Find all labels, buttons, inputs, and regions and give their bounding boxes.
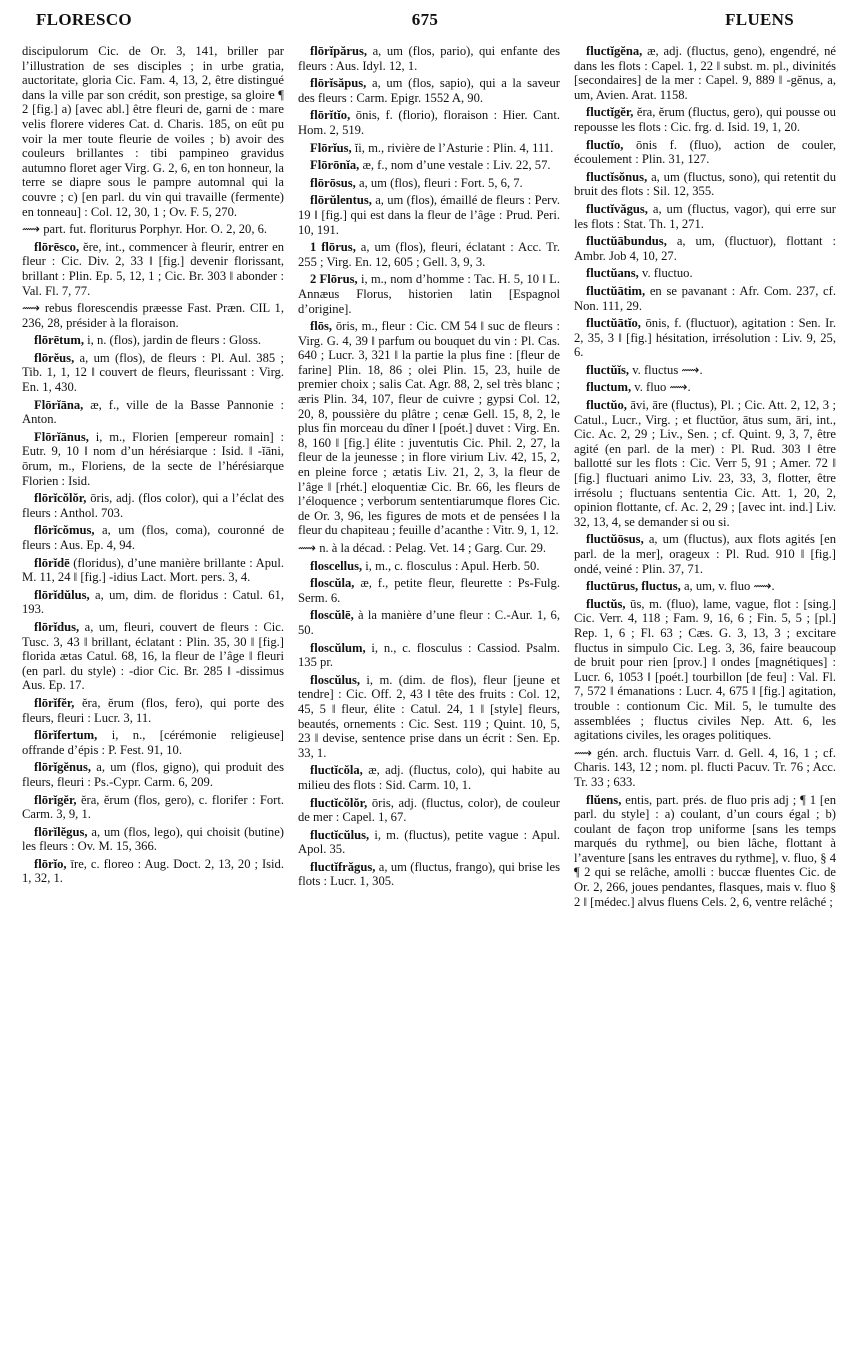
entry-definition: ōris, m., fleur : Cic. CM 54 ‖ suc de fleurs : Virg. G. 4, 39 ‖ parfum ou bouquet du vin : Pl. Cas. 640 ; Lucr. 3, 321 ‖ la partie la plus fine : [fleur de farine] Plin. 18, 86 ; olei Plin. 15, 23, huile de premier choix ; salis Cat. Agr. 88, 2, sel très blanc ; æris Plin. 34, 107, fleur de cuivre ; gypsi Col. 12, 20, 8, poussière du plâtre ; cenæ Gell. 15, 8, 2, le plus fin morceau du dîner ‖ [poét.] duvet : Virg. En. 8, 160 ‖ [fig.] élite : juventutis Cic. Phil. 2, 27, la fleur de la jeunesse ; in flore virium Liv. 42, 15, 2, en pleine force ; ætatis Liv. 21, 2, 3, la fleur de l’âge ‖ [rhét.] eloquentiæ Cic. Br. 66, les fleurs de l’éloquence ; verborum sententiarumque flores Cic. de Or. 3, 96, les figures de mots et de pensées ‖ la fleur du chapiteau ; feuille d’acanthe : Vitr. 9, 1, 12. xyxy=(298,319,560,538)
entry-definition: a, um (fluctus, vagor), qui erre sur les flots : Stat. Th. 1, 271. xyxy=(574,201,836,231)
entry-headword: flōrĭgĕr, xyxy=(34,792,77,807)
dictionary-entry xyxy=(298,176,560,191)
dictionary-entry xyxy=(574,138,836,167)
page-header xyxy=(0,10,850,36)
entry-headword: flōrĭcŏmus, xyxy=(34,523,95,538)
entry-headword: flōrĭcŏlŏr, xyxy=(34,491,87,506)
dictionary-entry xyxy=(22,825,284,854)
entry-definition: entis, part. prés. de fluo pris adj ; ¶ 1 [en parl. du style] : a) coulant, d’un cours égal ; b) coulant de façon trop uniforme [sans les temps marqués du rythme], ou bien lâche, flottant à l’aventure [sans les entraves du rythme], v. fluo, § 4 ¶ 2 qui se relâche, amolli : buccæ fluentes Cic. de Or. 2, 266, joues pendantes, flasques, mais v. fluo § 2 ‖ [médec.] alvus fluens Cels. 2, 6, ventre relâché ; xyxy=(574,792,836,909)
dictionary-entry xyxy=(298,796,560,825)
entry-definition: v. fluo ⟿. xyxy=(634,380,691,395)
entry-definition: ōris, adj. (flos color), qui a l’éclat des fleurs : Anthol. 703. xyxy=(22,491,284,520)
entry-definition: i, m., nom d’homme : Tac. H. 5, 10 ‖ L. Annæus Florus, historien latin [Espagnol d’origine]. xyxy=(298,272,560,316)
entry-definition: ōnis, f. (florio), floraison : Hier. Cant. Hom. 2, 519. xyxy=(298,108,560,137)
entry-headword: flōrōsus, xyxy=(310,175,356,190)
dictionary-entry xyxy=(22,333,284,348)
entry-definition: ōnis, f. (fluctuor), agitation : Sen. Ir. 2, 35, 3 ‖ [fig.] hésitation, irrésolution : Liv. 9, 25, 6. xyxy=(574,316,836,360)
dictionary-entry xyxy=(574,398,836,529)
dictionary-entry xyxy=(574,597,836,743)
entry-headword: flōrĭlĕgus, xyxy=(34,824,88,839)
entry-headword: floscellus, xyxy=(310,558,363,573)
entry-definition: a, um, (fluctuor), flottant : Ambr. Job 4, 10, 27. xyxy=(574,234,836,263)
entry-definition: i, n., [cérémonie religieuse] offrande d’épis : P. Fest. 91, 10. xyxy=(22,728,284,757)
entry-headword: fluctŭōsus, xyxy=(586,532,644,547)
entry-headword: fluctĭgĕr, xyxy=(586,105,634,120)
entry-headword: fluctŭātĭo, xyxy=(586,316,641,331)
left-running-head: FLORESCO xyxy=(36,10,132,29)
dictionary-entry xyxy=(574,793,836,910)
entry-headword: Flōrĭānus, xyxy=(34,429,89,444)
entry-headword: flōrĭsăpus, xyxy=(310,76,367,91)
dictionary-entry xyxy=(22,857,284,886)
entry-definition: a, um (fluctus, sono), qui retentit du bruit des flots : Sil. 12, 355. xyxy=(574,169,836,199)
entry-headword: fluctŭans, xyxy=(586,266,639,281)
column-left xyxy=(22,44,284,1349)
dictionary-entry xyxy=(298,272,560,316)
entry-headword: flōrĭfĕr, xyxy=(34,695,75,710)
entry-definition: īre, c. floreo : Aug. Doct. 2, 13, 20 ; Isid. 1, 32, 1. xyxy=(22,856,284,886)
entry-headword: fluctūrus, fluctus, xyxy=(586,579,681,594)
entry-headword: fluctĭgĕna, xyxy=(586,44,643,58)
dictionary-entry xyxy=(22,351,284,395)
entry-headword: flōrĭdŭlus, xyxy=(34,587,90,602)
dictionary-entry xyxy=(22,44,284,219)
entry-headword: Flōrōnĭa, xyxy=(310,158,360,173)
entry-definition: ōris, adj. (fluctus, color), de couleur de mer : Capel. 1, 67. xyxy=(298,795,560,825)
dictionary-entry xyxy=(298,193,560,237)
entry-definition: a, um (flos, coma), couronné de fleurs : Aus. Ep. 4, 94. xyxy=(22,523,284,552)
entry-headword: flōrĭfertum, xyxy=(34,728,98,743)
entry-definition: i, m. (dim. de flos), fleur [jeune et tendre] : Cic. Off. 2, 43 ‖ tête des fruits : Col. 12, 45, 5 ‖ fleur, élite : Catul. 24, 1 ‖ [style] fleurs, beautés, ornements : Cic. Sest. 119 ; Quint. 10, 5, 23 ‖ devise, sentence prise dans un écrit : Sen. Ep. 33, 1. xyxy=(298,672,560,760)
entry-headword: fluctĭcŏla, xyxy=(310,763,363,778)
right-running-head: FLUENS xyxy=(725,10,794,29)
dictionary-entry xyxy=(22,523,284,552)
dictionary-entry xyxy=(298,828,560,857)
entry-definition: v. fluctuo. xyxy=(642,266,693,281)
dictionary-entry xyxy=(298,576,560,605)
dictionary-entry xyxy=(298,240,560,269)
entry-definition: i, n. (flos), jardin de fleurs : Gloss. xyxy=(87,333,262,348)
dictionary-entry xyxy=(574,380,836,395)
entry-headword: Flōrĭus, xyxy=(310,140,352,155)
dictionary-entry xyxy=(574,316,836,360)
dictionary-entry xyxy=(298,559,560,574)
entry-headword: fluctĭsŏnus, xyxy=(586,169,648,184)
entry-headword: flōrĭdē xyxy=(34,555,70,570)
entry-definition: ĕra, ĕrum (fluctus, gero), qui pousse ou repousse les flots : Cic. frg. d. Isid. 19, 1, 20. xyxy=(574,105,836,134)
entry-definition: ūs, m. (fluo), lame, vague, flot : [sing.] Cic. Verr. 4, 118 ; Fam. 9, 16, 6 ; Fin. 5, 5 ; [pl.] Rep. 1, 6 ; Fl. 63 ; Cæs. G. 3, 13, 3 ; excitare fluctus in simpulo Cic. Leg. 3, 36, faire beaucoup de bruit pour rien [prov.] ‖ ondes [magnétiques] : Lucr. 6, 1053 ‖ [poét.] tourbillon [de feu] : Val. Fl. 7, 572 ‖ émanations : Lucr. 4, 675 ‖ [fig.] agitation, trouble : contionum Cic. Mil. 5, le tumulte des assemblées ; fluctus civiles Nep. Att. 6, les agitations civiles, les orages politiques. xyxy=(574,596,836,743)
dictionary-entry xyxy=(298,158,560,173)
dictionary-entry xyxy=(22,301,284,330)
dictionary-entry xyxy=(574,234,836,263)
entry-headword: fluctĭcŭlus, xyxy=(310,827,370,842)
dictionary-entry xyxy=(298,76,560,105)
column-middle xyxy=(298,44,560,1349)
dictionary-entry xyxy=(574,746,836,790)
entry-definition: i, m. (fluctus), petite vague : Apul. Apol. 35. xyxy=(298,827,560,857)
entry-headword: fluctĭo, xyxy=(586,137,624,152)
entry-headword: flōrĭtĭo, xyxy=(310,108,351,123)
entry-definition: a, um (flos, pario), qui enfante des fleurs : Aus. Idyl. 12, 1. xyxy=(298,44,560,73)
dictionary-entry xyxy=(574,202,836,231)
dictionary-entry xyxy=(298,673,560,761)
dictionary-entry xyxy=(22,760,284,789)
dictionary-entry xyxy=(298,763,560,792)
entry-definition: a, um (flos, gigno), qui produit des fleurs, fleuri : Ps.-Cypr. Carm. 6, 209. xyxy=(22,760,284,789)
entry-definition: æ, adj. (fluctus, colo), qui habite au milieu des flots : Sid. Carm. 10, 1. xyxy=(298,763,560,792)
dictionary-entry xyxy=(22,491,284,520)
entry-definition: æ, adj. (fluctus, geno), engendré, né dans les flots : Capel. 1, 22 ‖ subst. m. pl., divinités [secondaires] de la mer : Capel. 9, 889 ‖ -gĕnus, a, um, Avien. Arat. 1158. xyxy=(574,44,836,102)
entry-headword: fluctĭfrăgus, xyxy=(310,859,376,874)
entry-headword: floscŭlum, xyxy=(310,640,366,655)
dictionary-entry xyxy=(22,620,284,693)
column-right xyxy=(574,44,836,1349)
entry-definition: a, um, v. fluo ⟿. xyxy=(683,579,775,594)
entry-headword: floscŭlus, xyxy=(310,672,361,687)
entry-headword: flōrĭo, xyxy=(34,856,67,871)
dictionary-entry xyxy=(22,696,284,725)
entry-definition: v. fluctus ⟿. xyxy=(632,362,703,377)
entry-headword: fluctŭo, xyxy=(586,398,627,413)
entry-headword: flōrĭgĕnus, xyxy=(34,760,92,775)
entry-definition: ⟿ rebus florescendis præesse Fast. Præn. CIL 1, 236, 28, présider à la floraison. xyxy=(22,301,284,330)
entry-definition: ⟿ n. à la décad. : Pelag. Vet. 14 ; Garg. Cur. 29. xyxy=(298,541,547,555)
entry-definition: ĕre, int., commencer à fleurir, entrer en fleur : Cic. Div. 2, 33 ‖ [fig.] devenir florissant, brillant : Plin. Ep. 5, 12, 1 ; Cic. Br. 303 ‖ abonder : Val. Fl. 7, 77. xyxy=(22,239,284,298)
entry-definition: a, um (flos), émaillé de fleurs : Perv. 19 ‖ [fig.] qui est dans la fleur de l’âge : Prud. Peri. 10, 191. xyxy=(298,193,560,237)
dictionary-entry xyxy=(298,608,560,637)
dictionary-entry xyxy=(298,141,560,156)
dictionary-entry xyxy=(298,44,560,73)
entry-definition: æ, f., petite fleur, fleurette : Ps-Fulg. Serm. 6. xyxy=(298,576,560,605)
entry-definition: a, um (flos), fleuri, éclatant : Acc. Tr. 255 ; Virg. En. 12, 605 ; Gell. 3, 9, 3. xyxy=(298,240,560,269)
entry-definition: à la manière d’une fleur : C.-Aur. 1, 6, 50. xyxy=(298,608,560,637)
entry-headword: fluctĭcŏlŏr, xyxy=(310,795,368,810)
dictionary-entry xyxy=(574,363,836,378)
dictionary-entry xyxy=(574,579,836,594)
entry-definition: a, um (flos, sapio), qui a la saveur des fleurs : Carm. Epigr. 1552 A, 90. xyxy=(298,76,560,105)
entry-definition: a, um (fluctus), aux flots agités [en parl. de la mer], orageux : Pl. Rud. 910 ‖ [fig.] ondé, veiné : Plin. 37, 71. xyxy=(574,532,836,576)
entry-headword: flōrŭlentus, xyxy=(310,193,372,208)
entry-headword: 1 flōrus, xyxy=(310,240,356,255)
dictionary-entry xyxy=(22,222,284,237)
entry-headword: flōrētum, xyxy=(34,333,85,348)
dictionary-entry xyxy=(22,556,284,585)
dictionary-entry xyxy=(298,108,560,137)
entry-definition: ĕra, ĕrum (flos, fero), qui porte des fleurs, fleuri : Lucr. 3, 11. xyxy=(22,695,284,725)
entry-definition: āvi, āre (fluctus), Pl. ; Cic. Att. 2, 12, 3 ; Catul., Lucr., Virg. ; et fluctŭor, ātus sum, āri, int., Cic. Ac. 2, 29 ; Liv., Sen. ; cf. Quint. 9, 3, 7, être agité (en parl. de la mer) : Pl. Rud. 303 ‖ être ballotté sur les flots : Cic. Verr 5, 91 ; Amer. 72 ‖ [fig.] fluctuari animo Liv. 23, 33, 3, flotter, être irrésolu ; fluctuans sententia Cic. Att. 1, 20, 2, opinion flottante, cf. Ac. 2, 29 ; [avec int. ind.] Liv. 32, 13, 4, se demander si ou si. xyxy=(574,398,836,529)
entry-definition: æ, f., ville de la Basse Pannonie : Anton. xyxy=(22,397,284,427)
entry-definition: ĕra, ĕrum (flos, gero), c. florifer : Fort. Carm. 3, 9, 1. xyxy=(22,792,284,822)
entry-definition: a, um, dim. de floridus : Catul. 61, 193. xyxy=(22,587,284,617)
entry-headword: fluctŭātim, xyxy=(586,283,646,298)
entry-definition: æ, f., nom d’une vestale : Liv. 22, 57. xyxy=(362,158,551,173)
entry-headword: flōrĕus, xyxy=(34,350,75,365)
entry-headword: fluctŭābundus, xyxy=(586,234,667,249)
entry-definition: i, m., c. flosculus : Apul. Herb. 50. xyxy=(365,558,540,573)
entry-definition: (floridus), d’une manière brillante : Apul. M. 11, 24 ‖ [fig.] -idius Lact. Mort. pers. 3, 4. xyxy=(22,555,284,585)
entry-headword: flōrĭdus, xyxy=(34,619,80,634)
page-number: 675 xyxy=(411,10,439,29)
dictionary-entry xyxy=(298,541,560,556)
entry-definition: a, um (fluctus, frango), qui brise les flots : Lucr. 1, 305. xyxy=(298,859,560,889)
entry-headword: fluctŭs, xyxy=(586,596,626,611)
entry-headword: flōrĭpărus, xyxy=(310,44,368,58)
entry-definition: a, um (flos), de fleurs : Pl. Aul. 385 ; Tib. 1, 1, 12 ‖ couvert de fleurs, fleurissant : Virg. En. 1, 430. xyxy=(22,350,284,395)
entry-definition: ⟿ gén. arch. fluctuis Varr. d. Gell. 4, 16, 1 ; cf. Charis. 143, 12 ; nom. pl. flucti Pacuv. Tr. 76 ; Acc. Tr. 33 ; 633. xyxy=(574,745,836,789)
entry-headword: Flōrĭāna, xyxy=(34,397,84,412)
entry-definition: a, um, fleuri, couvert de fleurs : Cic. Tusc. 3, 43 ‖ brillant, éclatant : Plin. 35, 30 ‖ [fig.] florida ætas Catul. 68, 16, la fleur de l’âge ‖ fleuri (en parl. du style) : -dior Cic. Br. 285 ‖ -dissimus Aus. Ep. 17. xyxy=(22,619,284,693)
entry-definition: en se pavanant : Afr. Com. 237, cf. Non. 111, 29. xyxy=(574,283,836,313)
entry-headword: flŭens, xyxy=(586,792,622,807)
entry-definition: a, um (flos, lego), qui choisit (butine) les fleurs : Ov. M. 15, 366. xyxy=(22,824,284,854)
dictionary-entry xyxy=(574,284,836,313)
dictionary-entry xyxy=(22,240,284,298)
entry-headword: floscŭlē, xyxy=(310,608,354,623)
dictionary-entry xyxy=(298,641,560,670)
entry-definition: ĭi, m., rivière de l’Asturie : Plin. 4, 111. xyxy=(354,140,554,155)
entry-definition: ōnis f. (fluo), action de couler, écoulement : Plin. 31, 127. xyxy=(574,137,836,167)
entry-headword: flōrēsco, xyxy=(34,239,80,254)
dictionary-entry xyxy=(22,398,284,427)
dictionary-entry xyxy=(298,319,560,538)
dictionary-entry xyxy=(22,430,284,488)
entry-definition: i, n., c. flosculus : Cassiod. Psalm. 135 pr. xyxy=(298,640,560,670)
entry-headword: fluctĭvăgus, xyxy=(586,201,648,216)
dictionary-entry xyxy=(574,44,836,102)
dictionary-entry xyxy=(574,170,836,199)
dictionary-entry xyxy=(22,588,284,617)
entry-headword: 2 Flōrus, xyxy=(310,272,358,287)
dictionary-entry xyxy=(22,728,284,757)
entry-definition: discipulorum Cic. de Or. 3, 141, briller par l’illustration de ses disciples ; in urbe gratia, auctoritate, gloria Cic. Fam. 4, 13, 2, être distingué dans la ville par son crédit, son prestige, sa gloire ¶ 2 [fig.] a) [avec abl.] être fleuri de, garni de : mare velis florere videres Cat. d. Charis. 185, on eût pu voir la mer toute fleurie de voiles ; b) avoir des couleurs brillantes : tibi pampineo gravidus autumno floret ager Virg. G. 2, 6, en ton honneur, la terre se diapre sous le pampre automnal qui la couvre ; c) [en parl. du vin qui travaille (fermente) en tonneau] : Col. 12, 30, 1 ; Ov. F. 5, 270. xyxy=(22,44,284,219)
entry-headword: fluctum, xyxy=(586,380,632,395)
entry-headword: floscŭla, xyxy=(310,576,355,591)
dictionary-entry xyxy=(574,105,836,134)
dictionary-entry xyxy=(574,266,836,281)
dictionary-columns xyxy=(22,44,836,1349)
entry-headword: flōs, xyxy=(310,319,333,334)
entry-definition: i, m., Florien [empereur romain] : Eutr. 9, 10 ‖ nom d’un hérésiarque : Isid. ‖ -ĭāni, ōrum, m., Floriens, de la secte de l’hérésiarque Florien : Isid. xyxy=(22,429,284,488)
entry-definition: ⟿ part. fut. floriturus Porphyr. Hor. O. 2, 20, 6. xyxy=(22,222,268,237)
dictionary-entry xyxy=(22,793,284,822)
entry-definition: a, um (flos), fleuri : Fort. 5, 6, 7. xyxy=(359,175,523,190)
dictionary-entry xyxy=(574,532,836,576)
dictionary-entry xyxy=(298,860,560,889)
entry-headword: fluctŭĭs, xyxy=(586,362,630,377)
